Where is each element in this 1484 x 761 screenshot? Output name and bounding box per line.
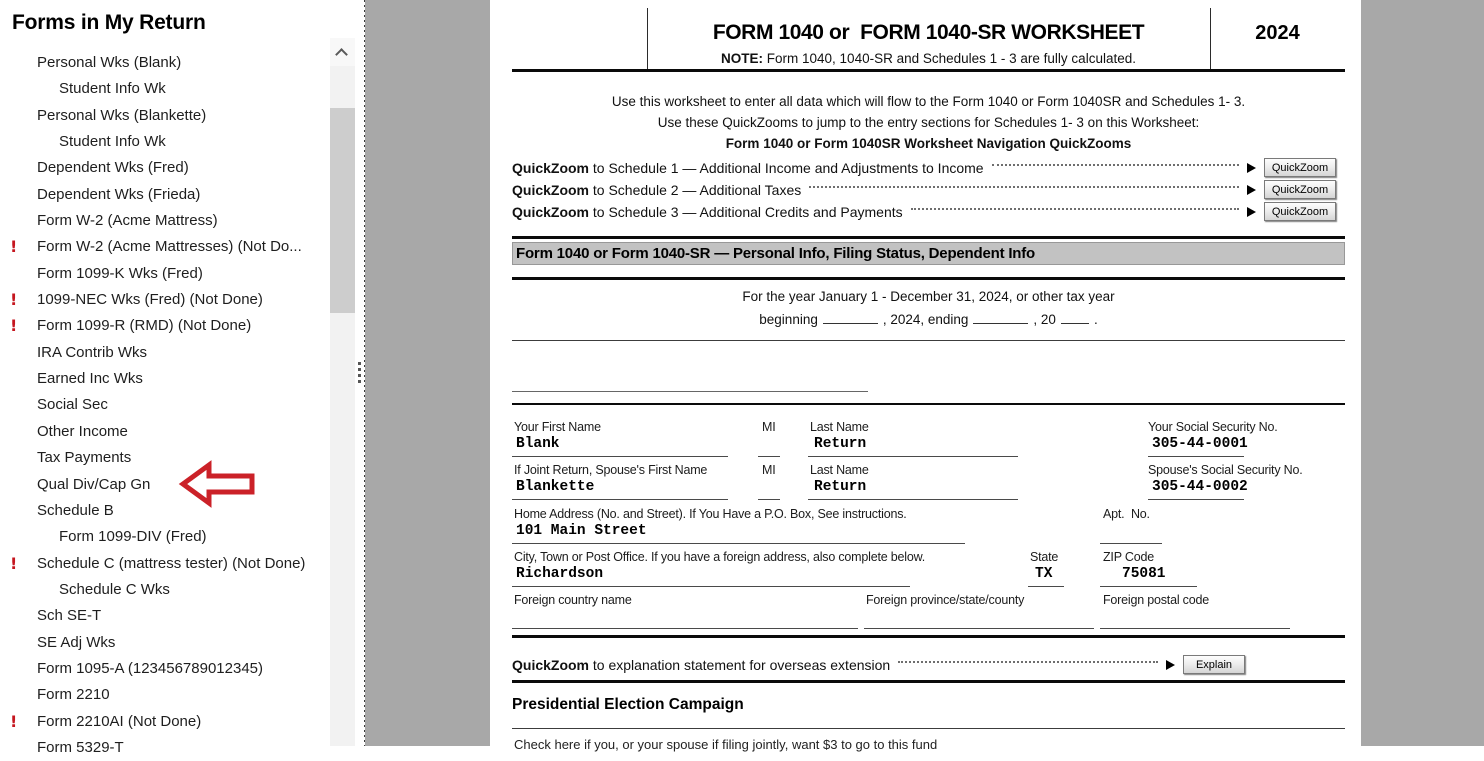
not-done-alert-icon: ! [10,316,18,336]
scrollbar-thumb[interactable] [330,108,355,313]
arrow-right-icon [1247,207,1256,217]
sidebar-item[interactable] [0,313,330,339]
ssn-value[interactable]: 305-44-0001 [1152,436,1248,452]
sidebar-item[interactable] [0,76,330,102]
sidebar-item[interactable] [0,261,330,287]
sidebar-scrollbar[interactable] [330,38,355,746]
apt-no-label: Apt. No. [1103,507,1150,521]
quickzoom-row-schedule3 [512,201,1336,222]
sidebar-item[interactable] [0,234,330,260]
section-rule [512,680,1345,683]
period-label: . [1093,312,1098,327]
nav-quickzooms-title: Form 1040 or Form 1040SR Worksheet Navigation QuickZooms [725,136,1132,151]
chevron-up-icon [335,48,348,61]
sidebar-item[interactable] [0,103,330,129]
quickzoom-schedule3-button[interactable]: QuickZoom [1264,202,1336,221]
thin-rule [512,728,1345,729]
splitter-grip-icon [358,368,361,371]
ending-date-field[interactable] [973,310,1028,324]
sidebar-item-label: Schedule C Wks [59,580,170,598]
tax-year-line-2 [512,310,1345,327]
sidebar-item[interactable] [0,577,330,603]
foreign-postal-label: Foreign postal code [1103,593,1209,607]
foreign-country-field[interactable] [512,628,858,629]
sidebar-item-label: Form 5329-T [37,738,124,756]
sidebar-item-label: Dependent Wks (Fred) [37,159,189,177]
last-name-label: Last Name [810,420,869,434]
quickzoom-text: to Schedule 1 — Additional Income and Adjustments to Income [589,159,984,176]
sidebar-item-label: Qual Div/Cap Gn [37,475,151,493]
ssn-underline[interactable] [1148,456,1244,457]
thin-rule [512,340,1345,341]
sidebar-item-label: Form 1099-DIV (Fred) [59,528,207,546]
sidebar-item[interactable] [0,392,330,418]
mi-label: MI [762,420,776,434]
sidebar-item[interactable] [0,472,330,498]
form-title: FORM 1040 or FORM 1040-SR WORKSHEET [712,21,1145,44]
foreign-postal-field[interactable] [1100,628,1290,629]
header-rule [512,69,1345,72]
form-page [490,0,1361,752]
sidebar-item[interactable] [0,524,330,550]
quickzoom-schedule2-button[interactable]: QuickZoom [1264,180,1336,199]
home-address-value[interactable]: 101 Main Street [516,523,647,539]
sidebar-item-label: Form 1095-A (123456789012345) [37,659,263,677]
quickzoom-row-schedule2 [512,179,1336,200]
panel-splitter[interactable] [355,0,364,746]
sidebar-item-label: Social Sec [37,396,108,414]
explain-button[interactable]: Explain [1183,655,1245,674]
spouse-ssn-underline[interactable] [1148,499,1244,500]
state-value[interactable]: TX [1035,566,1053,582]
quickzoom-lead: QuickZoom [512,656,590,673]
sidebar-item[interactable] [0,182,330,208]
sidebar-item[interactable] [0,630,330,656]
sidebar-item[interactable] [0,155,330,181]
sidebar-item[interactable] [0,735,330,761]
not-done-alert-icon: ! [10,553,18,573]
foreign-province-field[interactable] [864,628,1094,629]
heavy-rule [512,403,1345,405]
spouse-ssn-label: Spouse's Social Security No. [1148,463,1303,477]
dotted-leader [898,661,1158,663]
tax-year-badge: 2024 [1255,22,1300,44]
quickzoom-lead: QuickZoom [512,203,590,220]
zip-underline[interactable] [1100,586,1197,587]
short-blank-line[interactable] [512,391,868,392]
sidebar-item-label: Form 2210 [37,686,110,704]
sidebar-item-label: SE Adj Wks [37,633,116,651]
sidebar-item-label: Form 1099-R (RMD) (Not Done) [37,317,252,335]
sidebar-item-label: Sch SE-T [37,607,102,625]
year-suffix-field[interactable] [1061,310,1089,324]
sidebar-item-label: Tax Payments [37,449,132,467]
sidebar-item-label: Dependent Wks (Frieda) [37,185,201,203]
last-name-underline[interactable] [808,456,1018,457]
tax-year-line-1: For the year January 1 - December 31, 2024, or other tax year [742,289,1115,304]
sidebar-item-label: Form 2210AI (Not Done) [37,712,202,730]
quickzoom-row-schedule1 [512,157,1336,178]
intro-line-2: Use these QuickZooms to jump to the entry sections for Schedules 1- 3 on this Worksheet: [657,115,1200,130]
form-note [647,51,1210,66]
arrow-right-icon [1166,660,1175,670]
beginning-label: beginning [759,312,818,327]
note-text: Form 1040, 1040-SR and Schedules 1 - 3 are fully calculated. [763,51,1136,66]
sidebar-item[interactable] [0,50,330,76]
quickzoom-text: to explanation statement for overseas extension [589,656,891,673]
spouse-last-name-underline[interactable] [808,499,1018,500]
first-name-value[interactable]: Blank [516,436,560,452]
section-header-personal-info: Form 1040 or Form 1040-SR — Personal Info, Filing Status, Dependent Info [512,242,1345,265]
foreign-country-label: Foreign country name [514,593,632,607]
sidebar-title: Forms in My Return [12,11,206,34]
sidebar-item-label: Student Info Wk [59,133,166,151]
spouse-first-name-value[interactable]: Blankette [516,479,595,495]
spouse-mi-field[interactable] [758,499,780,500]
forms-sidebar [0,0,356,756]
sidebar-form-list [0,50,330,761]
sidebar-item[interactable] [0,129,330,155]
quickzoom-row-explain [512,654,1245,675]
arrow-right-icon [1247,163,1256,173]
home-address-label: Home Address (No. and Street). If You Have a P.O. Box, See instructions. [514,507,907,521]
sidebar-item-label: Schedule C (mattress tester) (Not Done) [37,554,306,572]
section-rule [512,635,1345,638]
ssn-label: Your Social Security No. [1148,420,1278,434]
home-address-underline[interactable] [512,543,965,544]
quickzoom-lead: QuickZoom [512,181,590,198]
splitter-grip-icon [358,380,361,383]
dotted-leader [911,208,1239,210]
spouse-last-name-label: Last Name [810,463,869,477]
spouse-ssn-value[interactable]: 305-44-0002 [1152,479,1248,495]
sidebar-item-label: Student Info Wk [59,80,166,98]
presidential-clipped-text: Check here if you, or your spouse if filing jointly, want $3 to go to this fund [514,737,938,752]
red-arrow-icon [181,463,255,505]
sidebar-item[interactable] [0,656,330,682]
state-underline[interactable] [1028,586,1064,587]
sidebar-item[interactable] [0,498,330,524]
sidebar-item-label: Personal Wks (Blankette) [37,106,207,124]
last-name-value[interactable]: Return [814,436,867,452]
sidebar-item[interactable] [0,366,330,392]
quickzoom-text: to Schedule 3 — Additional Credits and Payments [589,203,903,220]
arrow-right-icon [1247,185,1256,195]
section-rule [512,236,1345,239]
dotted-leader [992,164,1239,166]
not-done-alert-icon: ! [10,237,18,257]
ending-label: , 2024, ending [882,312,969,327]
first-name-label: Your First Name [514,420,601,434]
city-label: City, Town or Post Office. If you have a foreign address, also complete below. [514,550,926,564]
sidebar-item[interactable] [0,682,330,708]
sidebar-item[interactable] [0,445,330,471]
year-prefix-label: , 20 [1033,312,1056,327]
city-value[interactable]: Richardson [516,566,604,582]
foreign-province-label: Foreign province/state/county [866,593,1025,607]
sidebar-item-label: Schedule B [37,501,114,519]
note-label: NOTE: [721,51,764,66]
first-name-underline[interactable] [512,456,728,457]
state-label: State [1030,550,1059,564]
sidebar-item-label: Earned Inc Wks [37,370,143,388]
splitter-grip-icon [358,374,361,377]
apt-no-field[interactable] [1100,543,1162,544]
sidebar-item[interactable] [0,208,330,234]
not-done-alert-icon: ! [10,290,18,310]
scrollbar-up-button[interactable] [330,38,355,66]
mi-field[interactable] [758,456,780,457]
sidebar-item[interactable] [0,709,330,735]
sidebar-item[interactable] [0,340,330,366]
presidential-campaign-title: Presidential Election Campaign [512,696,744,713]
sidebar-item-label: IRA Contrib Wks [37,343,148,361]
sidebar-item[interactable] [0,419,330,445]
sidebar-item-label: 1099-NEC Wks (Fred) (Not Done) [37,291,263,309]
sidebar-item-label: Form W-2 (Acme Mattress) [37,212,218,230]
dotted-leader [809,186,1239,188]
sidebar-item[interactable] [0,551,330,577]
splitter-grip-icon [358,362,361,365]
quickzoom-lead: QuickZoom [512,159,590,176]
sidebar-item-label: Personal Wks (Blank) [37,54,182,71]
sidebar-item[interactable] [0,287,330,313]
quickzoom-text: to Schedule 2 — Additional Taxes [589,181,802,198]
beginning-date-field[interactable] [823,310,878,324]
city-underline[interactable] [512,586,910,587]
sidebar-item-label: Form W-2 (Acme Mattresses) (Not Do... [37,238,302,256]
zip-value[interactable]: 75081 [1122,566,1166,582]
spouse-first-name-underline[interactable] [512,499,728,500]
intro-line-1: Use this worksheet to enter all data which will flow to the Form 1040 or Form 1040SR and Schedules 1- 3. [611,94,1246,109]
quickzoom-schedule1-button[interactable]: QuickZoom [1264,158,1336,177]
spouse-mi-label: MI [762,463,776,477]
sidebar-item-label: Other Income [37,422,128,440]
sidebar-item-label: Form 1099-K Wks (Fred) [37,264,203,282]
spouse-first-name-label: If Joint Return, Spouse's First Name [514,463,708,477]
sidebar-item[interactable] [0,603,330,629]
section-rule [512,277,1345,280]
zip-label: ZIP Code [1103,550,1154,564]
not-done-alert-icon: ! [10,711,18,731]
spouse-last-name-value[interactable]: Return [814,479,867,495]
